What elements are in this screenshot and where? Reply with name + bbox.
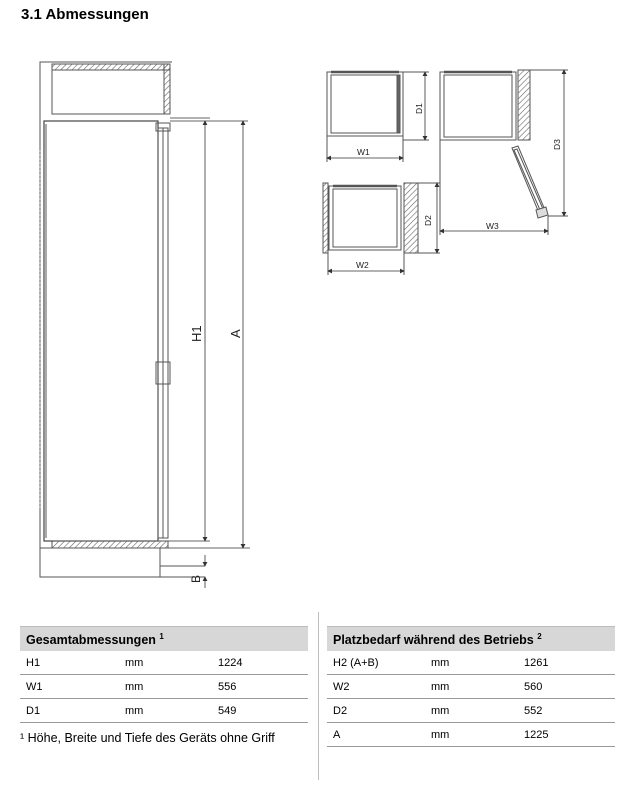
cell-dimension: W1: [26, 681, 43, 693]
cell-value: 556: [218, 681, 237, 693]
cell-unit: mm: [431, 681, 450, 693]
cell-value: 1261: [524, 657, 549, 669]
footnote-mark: 2: [537, 632, 542, 641]
label-d2: D2: [423, 215, 433, 226]
label-w3: W3: [486, 221, 499, 231]
cell-dimension: H1: [26, 657, 41, 669]
cell-unit: mm: [125, 705, 144, 717]
cell-dimension: W2: [333, 681, 350, 693]
cell-value: 552: [524, 705, 543, 717]
cell-value: 560: [524, 681, 543, 693]
cell-value: 1224: [218, 657, 243, 669]
table-header: [20, 626, 308, 651]
dimension-lines: [168, 118, 250, 588]
table-row: [20, 699, 308, 723]
table-header: [327, 626, 615, 651]
table-operating-space: [327, 626, 615, 747]
table-overall-dimensions: [20, 626, 308, 723]
table-row: [327, 723, 615, 747]
cell-unit: mm: [431, 705, 450, 717]
cell-dimension: D1: [26, 705, 41, 717]
table-row: [20, 651, 308, 675]
cell-dimension: H2 (A+B): [333, 657, 379, 669]
table-row: [327, 675, 615, 699]
label-h1: H1: [189, 325, 204, 342]
label-d1: D1: [414, 103, 424, 114]
label-b: B: [189, 574, 203, 583]
section-heading: 3.1 Abmessungen: [21, 6, 149, 23]
front-view: [40, 62, 205, 577]
table-title: Gesamtabmessungen: [26, 633, 156, 648]
cell-value: 549: [218, 705, 237, 717]
cell-unit: mm: [125, 657, 144, 669]
cell-value: 1225: [524, 729, 549, 741]
top-view-w1-d1: [327, 72, 429, 162]
cell-dimension: A: [333, 729, 341, 741]
table-title: Platzbedarf während des Betriebs: [333, 633, 534, 648]
label-w1: W1: [357, 147, 370, 157]
table-row: [327, 651, 615, 675]
table-row: [327, 699, 615, 723]
footnote-mark: 1: [159, 632, 164, 641]
label-a: A: [228, 329, 243, 338]
cell-unit: mm: [431, 657, 450, 669]
label-d3: D3: [552, 139, 562, 150]
table-row: [20, 675, 308, 699]
cell-dimension: D2: [333, 705, 348, 717]
label-w2: W2: [356, 260, 369, 270]
top-view-w3-d3: [440, 70, 568, 235]
top-view-w2-d2: [323, 183, 440, 275]
cell-unit: mm: [125, 681, 144, 693]
cell-unit: mm: [431, 729, 450, 741]
column-divider: [318, 612, 319, 780]
footnote: ¹ Höhe, Breite und Tiefe des Geräts ohne Griff: [20, 731, 275, 745]
